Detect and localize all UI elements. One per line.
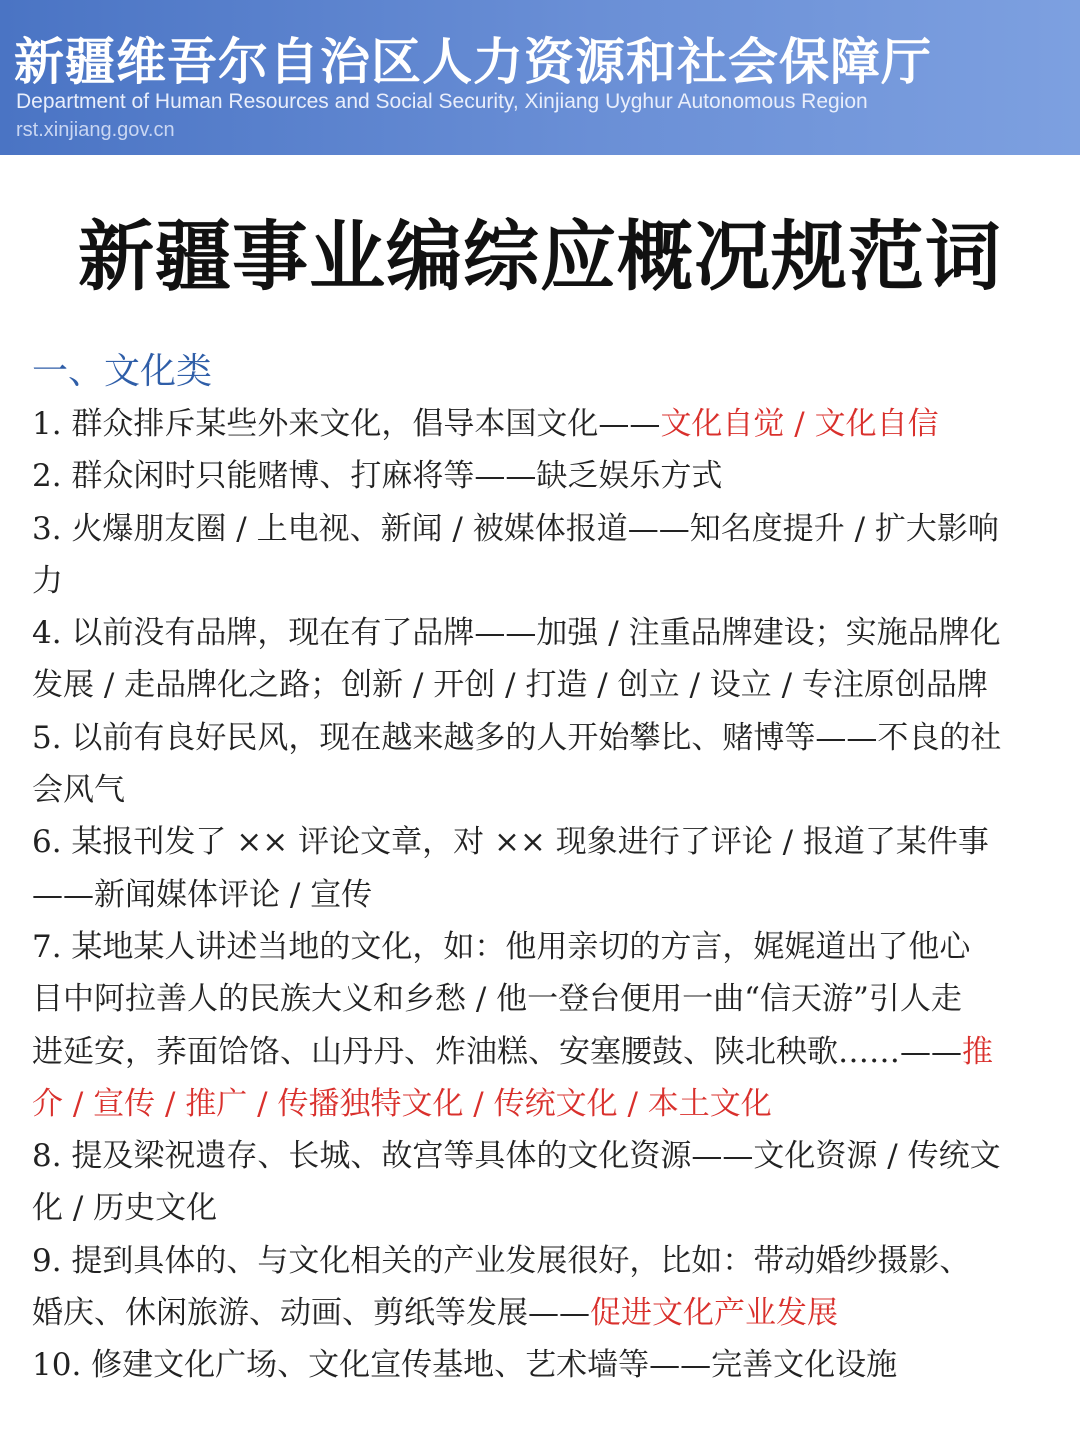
line-text: 1. 群众排斥某些外来文化，倡导本国文化—— bbox=[32, 406, 661, 442]
line-text: 婚庆、休闲旅游、动画、剪纸等发展—— bbox=[32, 1295, 590, 1332]
text-line bbox=[32, 607, 1052, 659]
text-line bbox=[32, 816, 1052, 868]
text-line bbox=[32, 398, 1052, 450]
line-text: 4. 以前没有品牌，现在有了品牌——加强 / 注重品牌建设；实施品牌化 bbox=[32, 615, 1001, 652]
text-line bbox=[32, 503, 1052, 555]
line-text: ——新闻媒体评论 / 宣传 bbox=[32, 876, 373, 913]
line-text: 发展 / 走品牌化之路；创新 / 开创 / 打造 / 创立 / 设立 / 专注原创品牌 bbox=[32, 667, 988, 704]
document-title: 新疆事业编综应概况规范词 bbox=[78, 212, 1002, 301]
highlighted-term: 促进文化产业发展 bbox=[590, 1295, 838, 1332]
line-text: 8. 提及梁祝遗存、长城、故宫等具体的文化资源——文化资源 / 传统文 bbox=[32, 1138, 1001, 1175]
org-name-english: Department of Human Resources and Social Security, Xinjiang Uyghur Autonomous Region bbox=[16, 90, 868, 113]
line-text: 会风气 bbox=[32, 772, 125, 809]
line-text: 5. 以前有良好民风，现在越来越多的人开始攀比、赌博等——不良的社 bbox=[32, 719, 1002, 756]
highlighted-term: 介 / 宣传 / 推广 / 传播独特文化 / 传统文化 / 本土文化 bbox=[32, 1085, 772, 1122]
text-line bbox=[32, 1287, 1052, 1339]
highlighted-term: 推 bbox=[962, 1033, 993, 1070]
text-line bbox=[32, 921, 1052, 973]
text-line bbox=[32, 1026, 1052, 1078]
line-text: 6. 某报刊发了 ×× 评论文章，对 ×× 现象进行了评论 / 报道了某件事 bbox=[32, 824, 989, 861]
text-line bbox=[32, 1235, 1052, 1287]
line-text: 3. 火爆朋友圈 / 上电视、新闻 / 被媒体报道——知名度提升 / 扩大影响 bbox=[32, 510, 999, 547]
text-line bbox=[32, 869, 1052, 921]
line-text: 9. 提到具体的、与文化相关的产业发展很好，比如：带动婚纱摄影、 bbox=[32, 1242, 971, 1279]
line-text: 2. 群众闲时只能赌博、打麻将等——缺乏娱乐方式 bbox=[32, 458, 723, 495]
highlighted-term: 文化自觉 / 文化自信 bbox=[660, 406, 939, 442]
text-line bbox=[32, 1182, 1052, 1234]
line-text: 7. 某地某人讲述当地的文化，如：他用亲切的方言，娓娓道出了他心 bbox=[32, 928, 971, 965]
text-line bbox=[32, 1130, 1052, 1182]
org-website-url: rst.xinjiang.gov.cn bbox=[16, 119, 175, 141]
line-text: 进延安，荞面饸饹、山丹丹、炸油糕、安塞腰鼓、陕北秧歌……—— bbox=[32, 1033, 962, 1070]
line-text: 10. 修建文化广场、文化宣传基地、艺术墙等——完善文化设施 bbox=[32, 1347, 898, 1384]
text-line bbox=[32, 712, 1052, 764]
header-banner bbox=[0, 0, 1080, 155]
org-name-chinese: 新疆维吾尔自治区人力资源和社会保障厅 bbox=[14, 33, 932, 91]
text-line bbox=[32, 555, 1052, 607]
section-heading: 一、文化类 bbox=[32, 351, 213, 392]
section-content bbox=[32, 398, 1052, 1392]
text-line bbox=[32, 450, 1052, 502]
line-text: 化 / 历史文化 bbox=[32, 1190, 218, 1227]
text-line bbox=[32, 764, 1052, 816]
text-line bbox=[32, 1078, 1052, 1130]
text-line bbox=[32, 659, 1052, 711]
line-text: 目中阿拉善人的民族大义和乡愁 / 他一登台便用一曲“信天游”引人走 bbox=[32, 981, 962, 1018]
line-text: 力 bbox=[32, 562, 63, 599]
text-line bbox=[32, 973, 1052, 1025]
text-line bbox=[32, 1339, 1052, 1391]
